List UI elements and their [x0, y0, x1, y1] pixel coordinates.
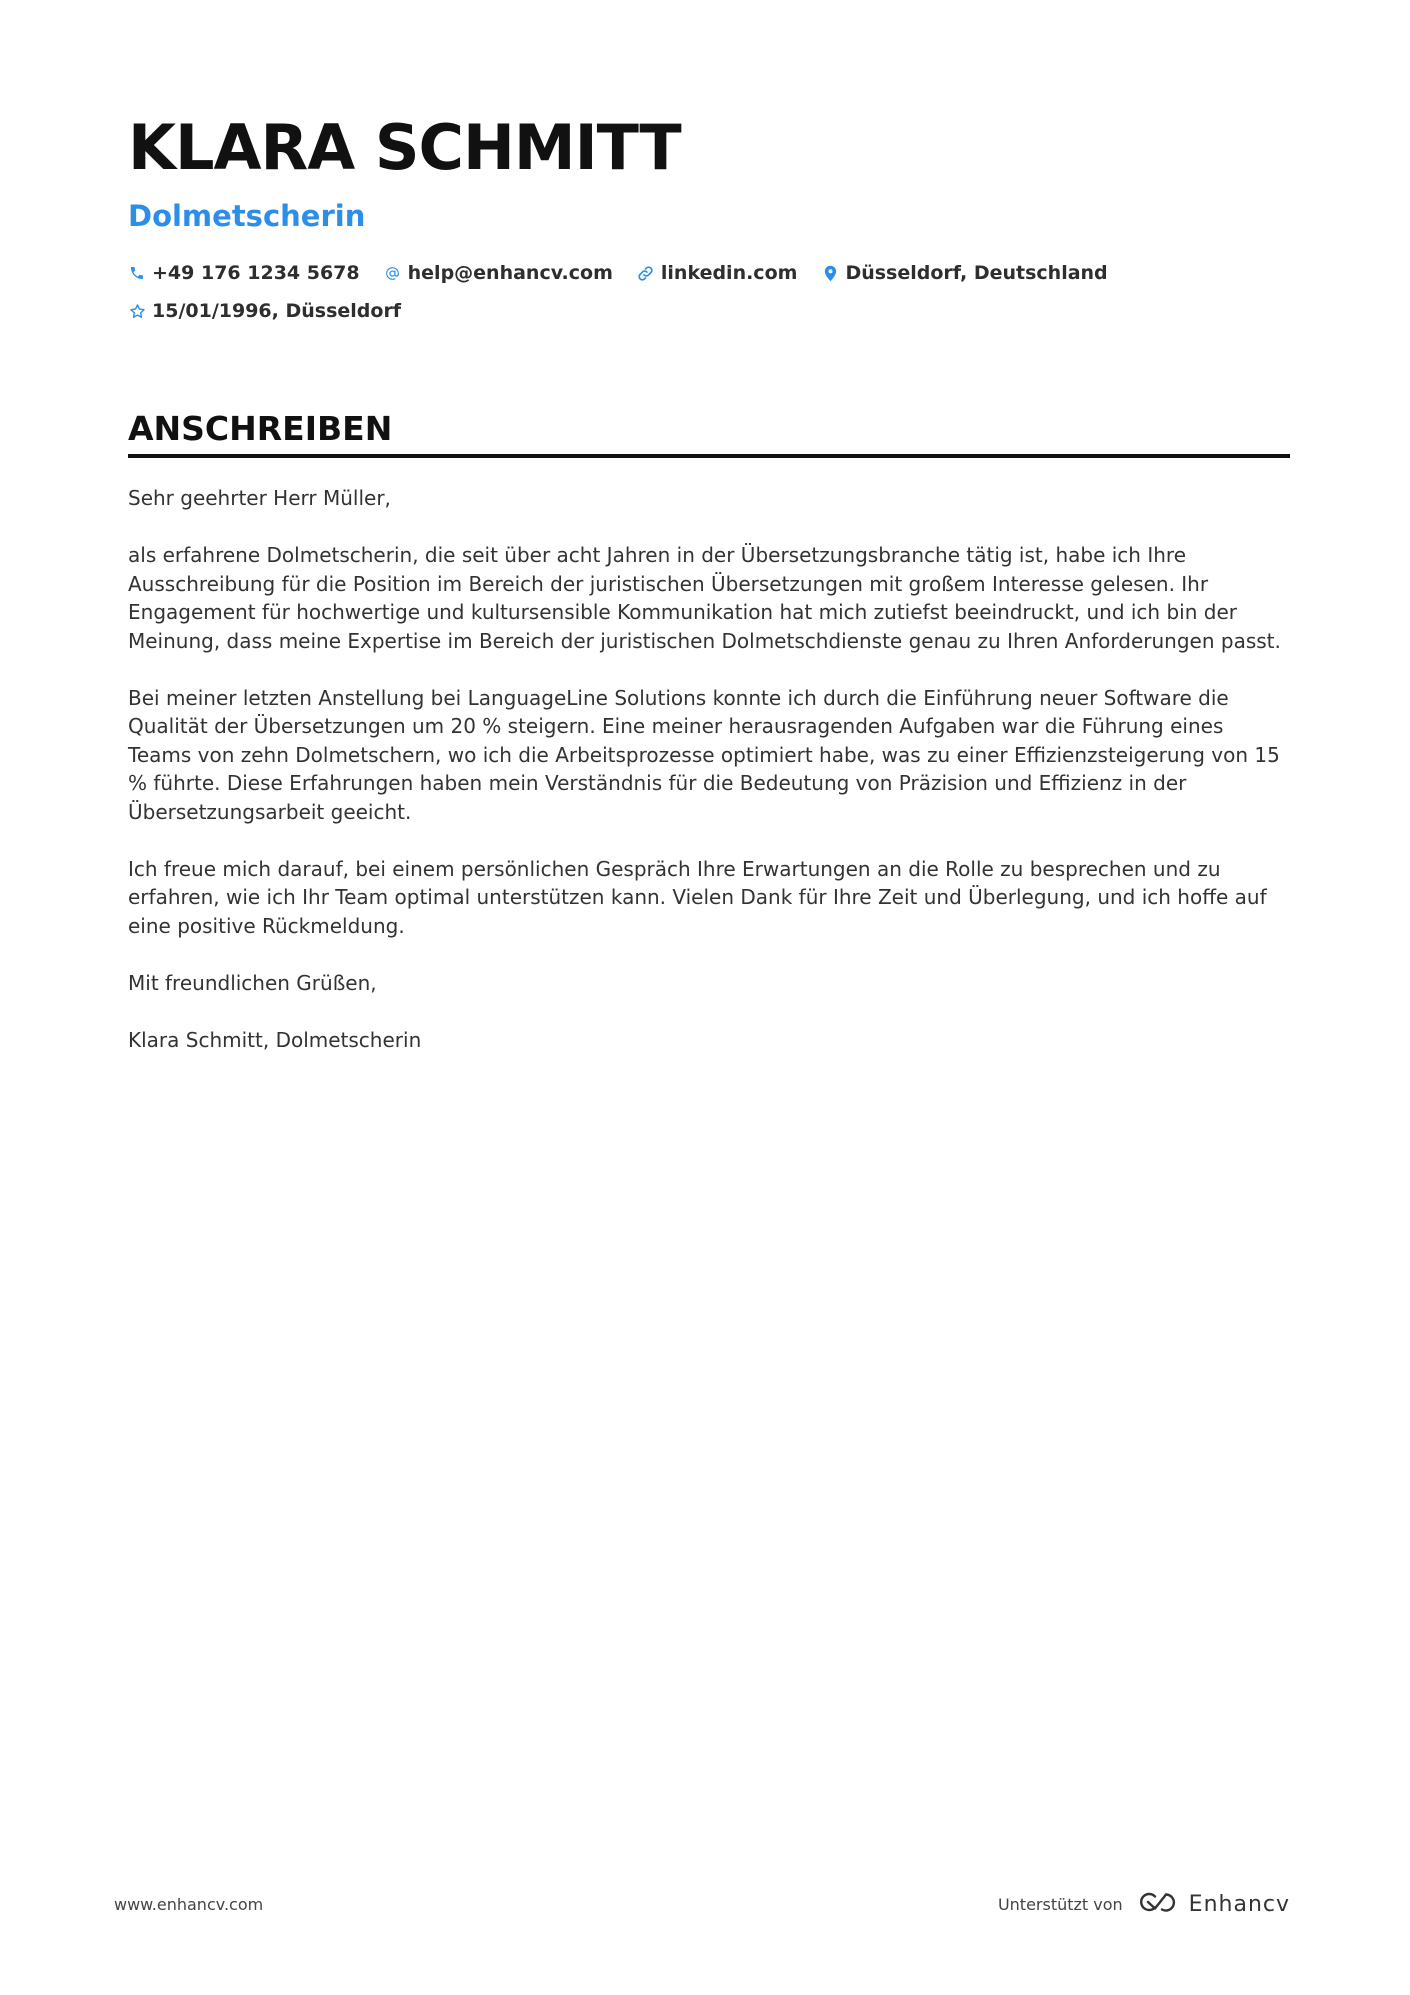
letter-paragraph: Ich freue mich darauf, bei einem persönlichen Gespräch Ihre Erwartungen an die Rolle zu besprechen und zu erfahren, wie ich Ihr Team optimal unterstützen kann. Vielen Dank für Ihre Zeit und Überlegung, und ich hoffe auf eine positive Rückmeldung.	[128, 856, 1267, 938]
contact-birth	[128, 298, 401, 324]
contact-phone	[128, 260, 360, 286]
letter-paragraph: als erfahrene Dolmetscherin, die seit über acht Jahren in der Übersetzungsbranche tätig ist, habe ich Ihre Ausschreibung für die Position im Bereich der juristischen Übersetzungen mit großem Interesse gelesen. Ihr Engagement für hochwertige und kultursensible Kommunikation hat mich zutiefst beeindruckt, und ich bin der Meinung, dass meine Expertise im Bereich der juristischen Dolmetschdienste genau zu Ihren Anforderungen passt.	[128, 543, 1281, 653]
section-title: ANSCHREIBEN	[128, 409, 393, 448]
contact-row-2	[128, 298, 1128, 324]
footer-website[interactable]: www.enhancv.com	[114, 1895, 264, 1914]
contact-location	[821, 260, 1107, 286]
enhancv-wordmark: Enhancv	[1188, 1891, 1290, 1917]
letter-signature: Klara Schmitt, Dolmetscherin	[128, 1027, 422, 1052]
link-icon	[637, 264, 655, 282]
at-icon	[384, 264, 402, 282]
letter-paragraph: Bei meiner letzten Anstellung bei LanguageLine Solutions konnte ich durch die Einführung neuer Software die Qualität der Übersetzungen um 20 % steigern. Eine meiner herausragenden Aufgaben war die Führung eines Teams von zehn Dolmetschern, wo ich die Arbeitsprozesse optimiert habe, was zu einer Effizienzsteigerung von 15 % führte. Diese Erfahrungen haben mein Verständnis für die Bedeutung von Präzision und Effizienz in der Übersetzungsarbeit geeicht.	[128, 685, 1280, 824]
email-text[interactable]: help@enhancv.com	[407, 262, 613, 284]
section-divider	[128, 454, 1290, 458]
phone-icon	[128, 264, 146, 282]
enhancv-brand[interactable]	[1135, 1890, 1290, 1918]
letter-salutation: Sehr geehrter Herr Müller,	[128, 486, 391, 510]
candidate-name: KLARA SCHMITT	[128, 111, 681, 184]
candidate-role: Dolmetscherin	[128, 199, 366, 233]
contact-linkedin[interactable]	[637, 260, 798, 286]
location-text: Düsseldorf, Deutschland	[845, 262, 1108, 284]
phone-text: +49 176 1234 5678	[152, 262, 360, 284]
powered-by-label: Unterstützt von	[997, 1894, 1123, 1914]
location-pin-icon	[821, 264, 839, 282]
header	[128, 108, 1288, 324]
contact-email[interactable]	[384, 260, 613, 286]
cover-letter-section	[128, 408, 1290, 1083]
letter-closing: Mit freundlichen Grüßen,	[128, 970, 377, 995]
birth-text: 15/01/1996, Düsseldorf	[152, 300, 402, 322]
star-icon	[128, 302, 146, 320]
enhancv-logo-icon	[1135, 1890, 1181, 1918]
contact-list	[128, 260, 1128, 324]
linkedin-text[interactable]: linkedin.com	[660, 262, 798, 284]
footer-powered-by[interactable]	[998, 1890, 1290, 1918]
letter-body	[128, 484, 1290, 1054]
